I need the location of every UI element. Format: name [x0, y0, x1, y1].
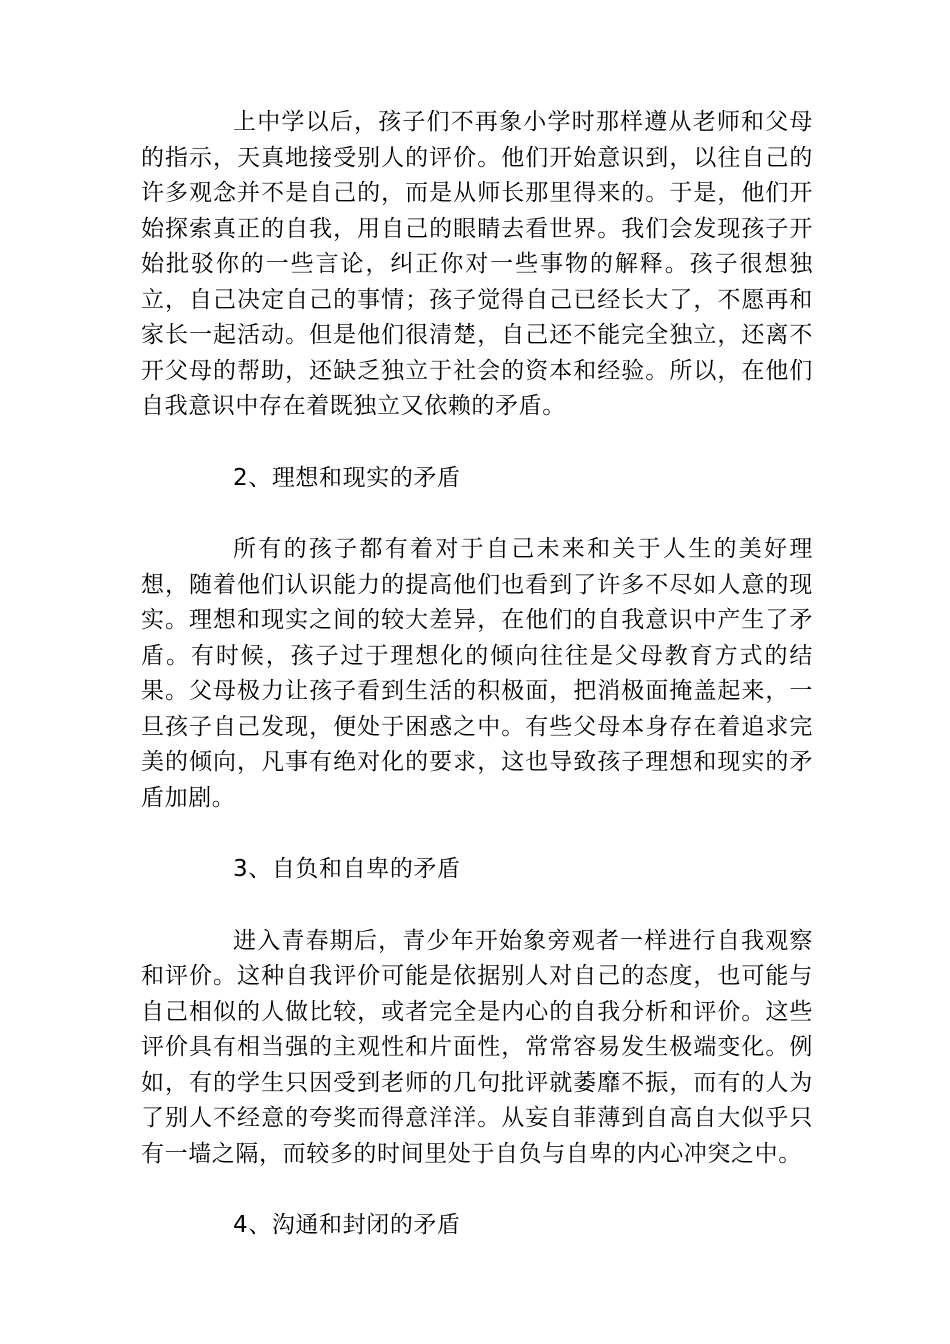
- paragraph-gap: [141, 888, 813, 924]
- section-heading-conceit-inferiority: 3、自负和自卑的矛盾: [233, 856, 461, 882]
- paragraph-conceit-inferiority: 进入青春期后，青少年开始象旁观者一样进行自我观察和评价。这种自我评价可能是依据别人对自己的态度，也可能与自己相似的人做比较，或者完全是内心的自我分析和评价。这些评价具有相当强的主观性和片面性，常常容易发生极端变化。例如，有的学生只因受到老师的几句批评就萎靡不振，而有的人为了别人不经意的夸奖而得意洋洋。从妄自菲薄到自高自大似乎只有一墙之隔，而较多的时间里处于自负与自卑的内心冲突之中。: [141, 927, 813, 1167]
- section-heading-ideal-reality: 2、理想和现实的矛盾: [233, 464, 461, 491]
- paragraph-gap: [141, 1172, 813, 1208]
- document-body: [141, 105, 813, 1244]
- section-heading-communication-closure: 4、沟通和封闭的矛盾: [233, 1212, 461, 1238]
- paragraph-ideal-reality: 所有的孩子都有着对于自己未来和关于人生的美好理想，随着他们认识能力的提高他们也看到了许多不尽如人意的现实。理想和现实之间的较大差异，在他们的自我意识中产生了矛盾。有时候，孩子过于理想化的倾向往往是父母教育方式的结果。父母极力让孩子看到生活的积极面，把消极面掩盖起来，一旦孩子自己发现，便处于困惑之中。有些父母本身存在着追求完美的倾向，凡事有绝对化的要求，这也导致孩子理想和现实的矛盾加剧。: [141, 536, 813, 811]
- paragraph-gap: [141, 496, 813, 532]
- paragraph-gap: [141, 425, 813, 461]
- paragraph-independence-dependence: 上中学以后，孩子们不再象小学时那样遵从老师和父母的指示，天真地接受别人的评价。他们开始意识到，以往自己的许多观念并不是自己的，而是从师长那里得来的。于是，他们开始探索真正的自我，用自己的眼睛去看世界。我们会发现孩子开始批驳你的一些言论，纠正你对一些事物的解释。孩子很想独立，自己决定自己的事情；孩子觉得自己已经长大了，不愿再和家长一起活动。但是他们很清楚，自己还不能完全独立，还离不开父母的帮助，还缺乏独立于社会的资本和经验。所以，在他们自我意识中存在着既独立又依赖的矛盾。: [141, 109, 813, 419]
- paragraph-gap: [141, 816, 813, 852]
